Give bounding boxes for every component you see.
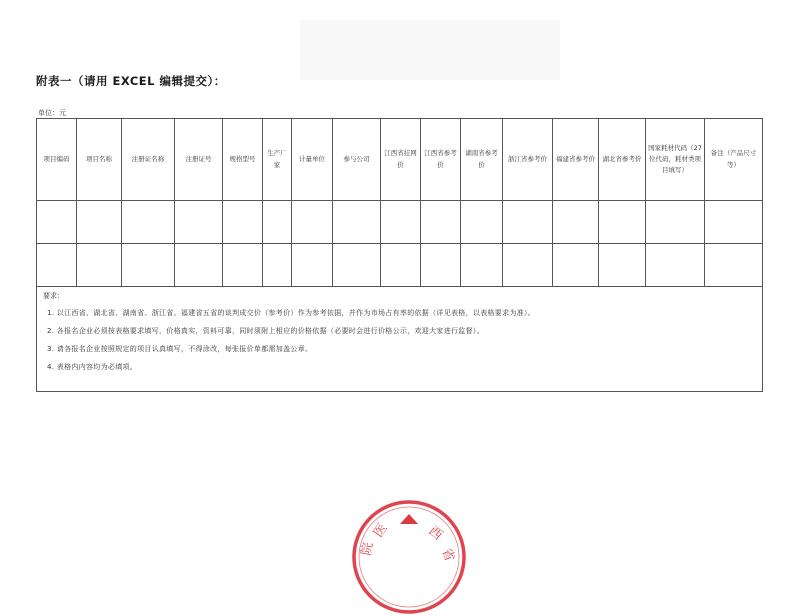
table-cell	[223, 201, 263, 244]
table-row	[37, 244, 763, 287]
table-cell	[705, 201, 763, 244]
table-cell	[263, 201, 292, 244]
table-cell	[553, 244, 599, 287]
table-cell	[263, 244, 292, 287]
table-cell	[292, 244, 333, 287]
table-cell	[646, 201, 705, 244]
requirement-item: 3. 请各报名企业按照规定的项目认真填写，不得涂改，每张报价单都需加盖公章。	[47, 344, 313, 353]
table-row	[37, 201, 763, 244]
svg-text:院: 院	[359, 541, 377, 557]
header-cell: 规格型号	[223, 119, 263, 201]
svg-text:省: 省	[438, 546, 457, 564]
svg-text:医: 医	[370, 521, 391, 541]
table-cell	[421, 244, 461, 287]
table-cell	[37, 201, 77, 244]
header-cell: 湖南省参考价	[461, 119, 503, 201]
table-cell	[223, 244, 263, 287]
requirements-cell	[37, 287, 763, 392]
table-cell	[646, 244, 705, 287]
table-cell	[37, 244, 77, 287]
table-cell	[333, 244, 381, 287]
table-cell	[175, 244, 223, 287]
table-cell	[122, 244, 175, 287]
quote-table	[36, 118, 763, 392]
header-cell: 参与公司	[333, 119, 381, 201]
requirement-item: 1. 以江西省、湖北省、湖南省、浙江省、福建省五省的谈判成交价（参考价）作为参考依据，并作为市场占有率的依据（详见表格，以表格要求为准）。	[47, 308, 536, 317]
requirement-item: 2. 各报名企业必须按表格要求填写，价格真实，资料可靠，同时须附上相应的价格依据（必要时会进行价格公示，欢迎大家进行监督）。	[47, 326, 485, 335]
table-cell	[599, 244, 646, 287]
table-cell	[503, 201, 553, 244]
svg-text:西: 西	[425, 523, 446, 544]
header-cell: 项目编码	[37, 119, 77, 201]
table-cell	[122, 201, 175, 244]
header-cell: 福建省参考价	[553, 119, 599, 201]
table-cell	[381, 201, 421, 244]
scan-artifact	[300, 20, 560, 80]
document-title: 附表一（请用 EXCEL 编辑提交）：	[36, 74, 226, 88]
table-cell	[461, 244, 503, 287]
table-cell	[421, 201, 461, 244]
requirement-item: 4. 表格内内容均为必填项。	[47, 362, 138, 371]
requirements-title: 要求：	[43, 292, 64, 300]
table-cell	[175, 201, 223, 244]
table-header-row	[37, 119, 763, 201]
table-cell	[553, 201, 599, 244]
unit-label: 单位：元	[38, 109, 66, 117]
header-cell: 浙江省参考价	[503, 119, 553, 201]
header-cell: 生产厂家	[263, 119, 292, 201]
header-cell: 项目名称	[77, 119, 122, 201]
header-cell: 江西省参考价	[421, 119, 461, 201]
header-cell: 计量单位	[292, 119, 333, 201]
requirements-row	[37, 287, 763, 392]
header-cell: 湖北省参考价	[599, 119, 646, 201]
official-seal-stamp	[350, 498, 468, 616]
table-cell	[461, 201, 503, 244]
table-cell	[77, 201, 122, 244]
table-cell	[705, 244, 763, 287]
table-cell	[77, 244, 122, 287]
table-cell	[599, 201, 646, 244]
table-cell	[333, 201, 381, 244]
header-cell: 注册证名称	[122, 119, 175, 201]
table-cell	[292, 201, 333, 244]
header-cell: 江西省挂网价	[381, 119, 421, 201]
table-cell	[503, 244, 553, 287]
table-cell	[381, 244, 421, 287]
header-cell: 备注（产品尺寸等）	[705, 119, 763, 201]
header-cell: 注册证号	[175, 119, 223, 201]
header-cell: 国家耗材代码（27 位代码，耗材类项目填写）	[646, 119, 705, 201]
